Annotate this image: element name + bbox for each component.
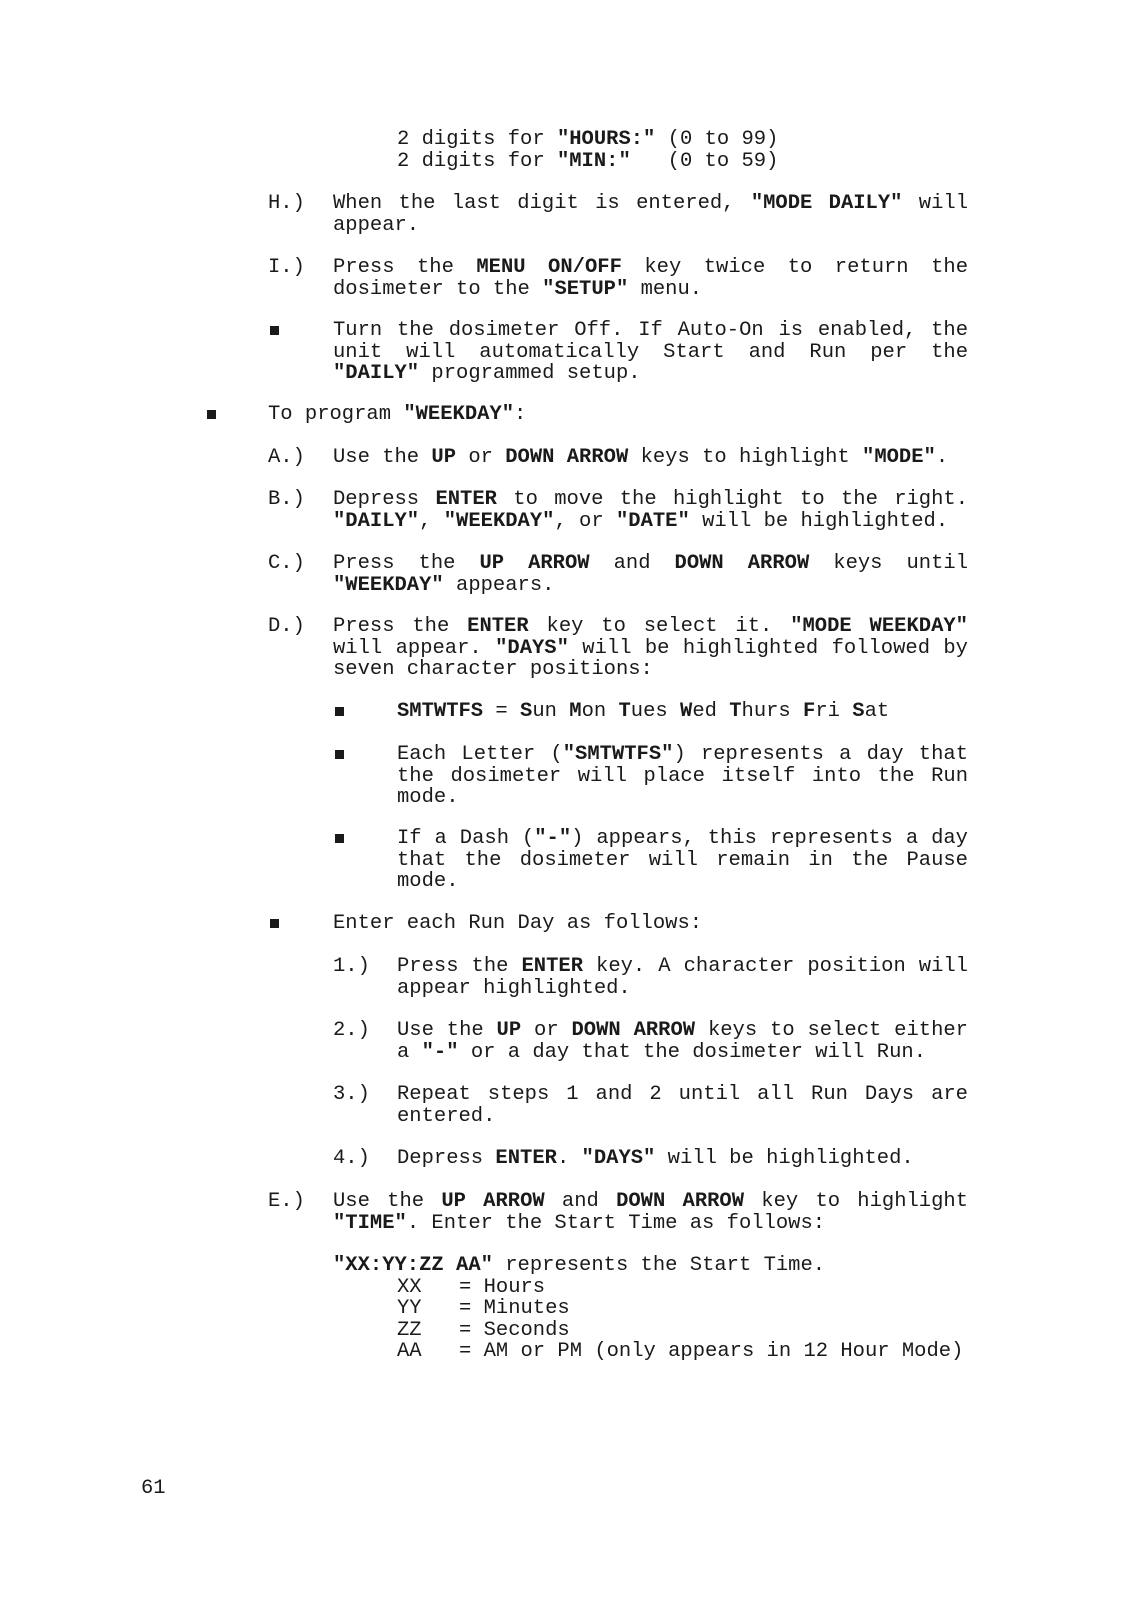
text-run: will appear. [333, 636, 496, 660]
text-run: Press the [333, 615, 468, 638]
text-run: will be highlighted. [655, 1147, 914, 1170]
field-name: "MIN:" [556, 149, 631, 173]
bold-text: DOWN ARROW [571, 1019, 696, 1042]
bold-text: W [680, 700, 693, 723]
text-run: 2 digits for [397, 128, 557, 151]
text-run: , or [554, 509, 616, 533]
text-run: ) appears, this represents a day that the dosimeter will remain in the Pause mode. [397, 827, 968, 893]
bold-text: "WEEKDAY" [443, 509, 555, 533]
step-text [333, 193, 968, 236]
text-run: Press the [333, 552, 480, 575]
step-label: C.) [268, 552, 305, 575]
text-run: . [935, 446, 949, 469]
text-run: If a Dash ( [397, 827, 535, 850]
step-text [333, 447, 968, 469]
text-run: key. A character position will appear highlighted. [397, 955, 968, 1000]
bold-text: M [569, 700, 582, 723]
text-run: Press the [397, 955, 522, 978]
square-bullet-icon [335, 834, 344, 843]
bold-text: DOWN ARROW [674, 552, 810, 575]
text-run: or a day that the dosimeter will Run. [458, 1040, 926, 1064]
bold-text: S [520, 700, 533, 723]
bold-text: MENU ON/OFF [476, 256, 622, 279]
text-run: un [532, 700, 570, 723]
text-run: Turn the dosimeter Off. If Auto-On is enabled, the unit will automatically Start and Run per the [333, 319, 968, 364]
text-run: When the last digit is entered, [333, 192, 751, 215]
bold-text: T [729, 700, 742, 723]
legend-key: AA [397, 1340, 422, 1363]
square-bullet-icon [335, 707, 344, 716]
text-run: keys to highlight [628, 446, 863, 469]
bold-text: "-" [421, 1040, 459, 1064]
step-label: I.) [268, 256, 305, 279]
step-text [333, 257, 968, 300]
bold-text: UP ARROW [441, 1190, 545, 1213]
text-run: Use the [397, 1019, 497, 1042]
text-run: hurs [741, 700, 804, 723]
bold-text: "-" [534, 827, 572, 850]
text-run: Repeat steps 1 and 2 until all Run Days are entered. [397, 1083, 968, 1128]
bold-text: ENTER [521, 955, 583, 978]
text-run: on [581, 700, 619, 723]
text-run: appears. [443, 573, 555, 597]
step-label: D.) [268, 615, 305, 638]
text-run: Use the [333, 446, 432, 469]
text-run: keys until [809, 552, 968, 575]
text-run: . [556, 1147, 582, 1170]
bold-text: "DAILY" [333, 362, 420, 385]
text-run: = [483, 700, 521, 723]
text-run: Use the [333, 1190, 442, 1213]
bullet-text [397, 744, 968, 809]
step-label: 1.) [333, 955, 370, 978]
legend-value: = Minutes [459, 1297, 570, 1320]
legend-key: ZZ [397, 1318, 422, 1342]
step-text [397, 1020, 968, 1063]
text-run: . Enter the Start Time as follows: [406, 1211, 826, 1235]
digits-line [397, 129, 778, 151]
text-run: ed [692, 700, 730, 723]
bold-text: SMTWTFS [397, 700, 484, 723]
text-run: 2 digits for [397, 149, 557, 173]
digits-line [397, 151, 778, 173]
text-run: or [521, 1019, 572, 1042]
text-run: Depress [397, 1147, 496, 1170]
square-bullet-icon [335, 750, 344, 759]
bold-text: "TIME" [333, 1211, 407, 1235]
text-run: ri [815, 700, 853, 723]
step-text [397, 956, 968, 999]
bold-text: ENTER [467, 615, 529, 638]
square-bullet-icon [270, 326, 279, 335]
step-label: A.) [268, 446, 305, 469]
bold-text: DOWN ARROW [505, 446, 629, 469]
step-text [333, 489, 968, 532]
square-bullet-icon [270, 919, 279, 928]
bold-text: UP [431, 446, 457, 469]
text-run: keys to select either a [397, 1019, 968, 1064]
text-run: or [456, 446, 506, 469]
time-format-desc: represents the Start Time. [492, 1254, 826, 1277]
bold-text: F [803, 700, 816, 723]
field-name: "HOURS:" [556, 128, 656, 151]
text-run: will be highlighted. [689, 509, 949, 533]
step-text [397, 1084, 968, 1127]
bold-text: "WEEKDAY" [333, 573, 444, 597]
bold-text: "MODE WEEKDAY" [790, 615, 968, 638]
bold-text: ENTER [435, 488, 497, 511]
legend-value: = AM or PM (only appears in 12 Hour Mode) [459, 1340, 964, 1363]
bold-text: S [852, 700, 865, 723]
text-run: ) represents a day that the dosimeter will place itself into the Run mode. [397, 743, 968, 809]
text-run: programmed setup. [419, 362, 641, 385]
legend-value: = Seconds [459, 1318, 570, 1342]
bold-text: "DAILY" [333, 509, 420, 533]
legend-value: = Hours [459, 1275, 546, 1299]
run-day-heading: Enter each Run Day as follows: [333, 912, 703, 935]
text-run: Depress [333, 488, 436, 511]
time-format-line [333, 1255, 825, 1277]
text-run: to move the highlight to the right. [496, 488, 969, 511]
square-bullet-icon [207, 410, 216, 419]
bold-text: DOWN ARROW [616, 1190, 745, 1213]
step-text [397, 1148, 968, 1170]
text-run: Press the [333, 256, 477, 279]
step-label: 4.) [333, 1147, 370, 1170]
step-label: B.) [268, 488, 305, 511]
step-text [333, 553, 968, 596]
text-run: Each Letter ( [397, 743, 563, 766]
bold-text: "MODE" [862, 446, 936, 469]
bold-text: UP [496, 1019, 522, 1042]
text-run: : [514, 403, 527, 426]
text-run: will appear. [333, 192, 969, 237]
step-label: E.) [268, 1190, 305, 1213]
time-format-code: "XX:YY:ZZ AA" [333, 1254, 493, 1277]
text-run: and [589, 552, 675, 575]
section-heading [268, 404, 968, 426]
text-run: ues [630, 700, 680, 723]
text-run: menu. [628, 277, 703, 301]
bold-text: "DATE" [615, 509, 690, 533]
step-label: H.) [268, 192, 305, 215]
bold-text: "DAYS" [581, 1147, 656, 1170]
text-run: (0 to 59) [630, 149, 779, 173]
text-run: To program [268, 403, 404, 426]
bold-text: "DAYS" [495, 636, 569, 660]
text-run: (0 to 99) [655, 128, 779, 151]
step-label: 3.) [333, 1083, 370, 1106]
page-number: 61 [141, 1477, 166, 1500]
bold-text: UP ARROW [479, 552, 590, 575]
bullet-text [397, 701, 968, 723]
bold-text: "WEEKDAY" [403, 403, 515, 426]
bullet-text [397, 828, 968, 893]
text-run: , [419, 509, 444, 533]
step-label: 2.) [333, 1019, 370, 1042]
text-run: key to highlight [744, 1190, 969, 1213]
bold-text: T [618, 700, 631, 723]
legend-key: XX [397, 1275, 422, 1299]
step-text [333, 1191, 968, 1234]
text-run: key to select it. [528, 615, 791, 638]
legend-key: YY [397, 1297, 422, 1320]
bold-text: "SETUP" [542, 277, 629, 301]
text-run: key twice to return the dosimeter to the [333, 256, 968, 301]
bold-text: "MODE DAILY" [750, 192, 903, 215]
text-run: at [864, 700, 890, 723]
text-run: and [544, 1190, 617, 1213]
text-run: will be highlighted followed by seven character positions: [333, 636, 968, 681]
bold-text: ENTER [495, 1147, 557, 1170]
step-text [333, 616, 968, 681]
step-text [333, 320, 968, 385]
bold-text: "SMTWTFS" [562, 743, 674, 766]
